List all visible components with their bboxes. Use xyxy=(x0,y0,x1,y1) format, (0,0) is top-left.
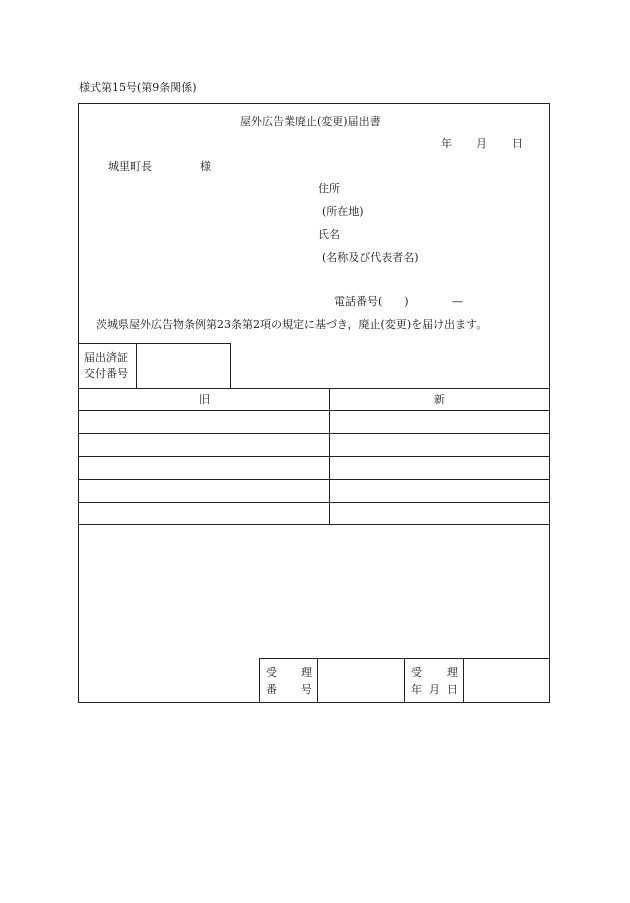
receipt-number-field[interactable] xyxy=(318,659,404,703)
office-use-left-line xyxy=(259,658,260,703)
addressee-name: 城里町長 xyxy=(108,160,152,173)
cert-box-right-line xyxy=(230,343,231,388)
receipt-date-label-char: 理 xyxy=(447,666,458,679)
form-title: 屋外広告業廃止(変更)届出書 xyxy=(240,115,381,128)
table-row-3-old[interactable] xyxy=(79,480,328,502)
table-bottom-line xyxy=(78,524,550,525)
table-top-line xyxy=(78,388,550,389)
form-number-label: 様式第15号(第9条関係) xyxy=(79,81,197,94)
receipt-date-label-char: 月 xyxy=(429,683,440,696)
address-label: 住所 xyxy=(318,182,340,195)
date-month: 月 xyxy=(476,137,487,150)
table-row-4-old[interactable] xyxy=(79,503,328,524)
table-row-2-old[interactable] xyxy=(79,457,328,479)
receipt-number-label-char: 受 xyxy=(266,666,277,679)
office-use-divider xyxy=(404,658,405,703)
table-row-2-new[interactable] xyxy=(330,457,549,479)
statement-text: 茨城県屋外広告物条例第23条第2項の規定に基づき，廃止(変更)を届け出ます。 xyxy=(96,318,488,331)
receipt-date-label-char: 受 xyxy=(411,666,422,679)
receipt-date-label-char: 日 xyxy=(447,683,458,696)
representative-label: (名称及び代表者名) xyxy=(322,251,419,264)
receipt-date-label-char: 年 xyxy=(411,683,422,696)
cert-label-line1: 届出済証 xyxy=(84,351,128,364)
receipt-number-label-char: 理 xyxy=(301,666,312,679)
table-row-3-new[interactable] xyxy=(330,480,549,502)
cert-label-line2: 交付番号 xyxy=(84,367,128,380)
cert-number-field[interactable] xyxy=(137,344,230,388)
table-row-0-old[interactable] xyxy=(79,411,328,433)
form-frame xyxy=(78,103,550,703)
date-day: 日 xyxy=(512,137,523,150)
table-row-1-old[interactable] xyxy=(79,434,328,456)
addressee-honorific: 様 xyxy=(200,160,211,173)
header-new: 新 xyxy=(434,393,445,406)
location-label: (所在地) xyxy=(322,205,364,218)
header-old: 旧 xyxy=(199,393,210,406)
name-label: 氏名 xyxy=(318,228,340,241)
phone-label: 電話番号( ) xyxy=(334,295,409,308)
receipt-number-label-char: 号 xyxy=(301,683,312,696)
date-year: 年 xyxy=(441,137,452,150)
table-row-4-new[interactable] xyxy=(330,503,549,524)
phone-dash: — xyxy=(452,295,463,308)
receipt-date-field[interactable] xyxy=(464,659,549,703)
table-row-0-new[interactable] xyxy=(330,411,549,433)
table-row-1-new[interactable] xyxy=(330,434,549,456)
receipt-number-label-char: 番 xyxy=(266,683,277,696)
